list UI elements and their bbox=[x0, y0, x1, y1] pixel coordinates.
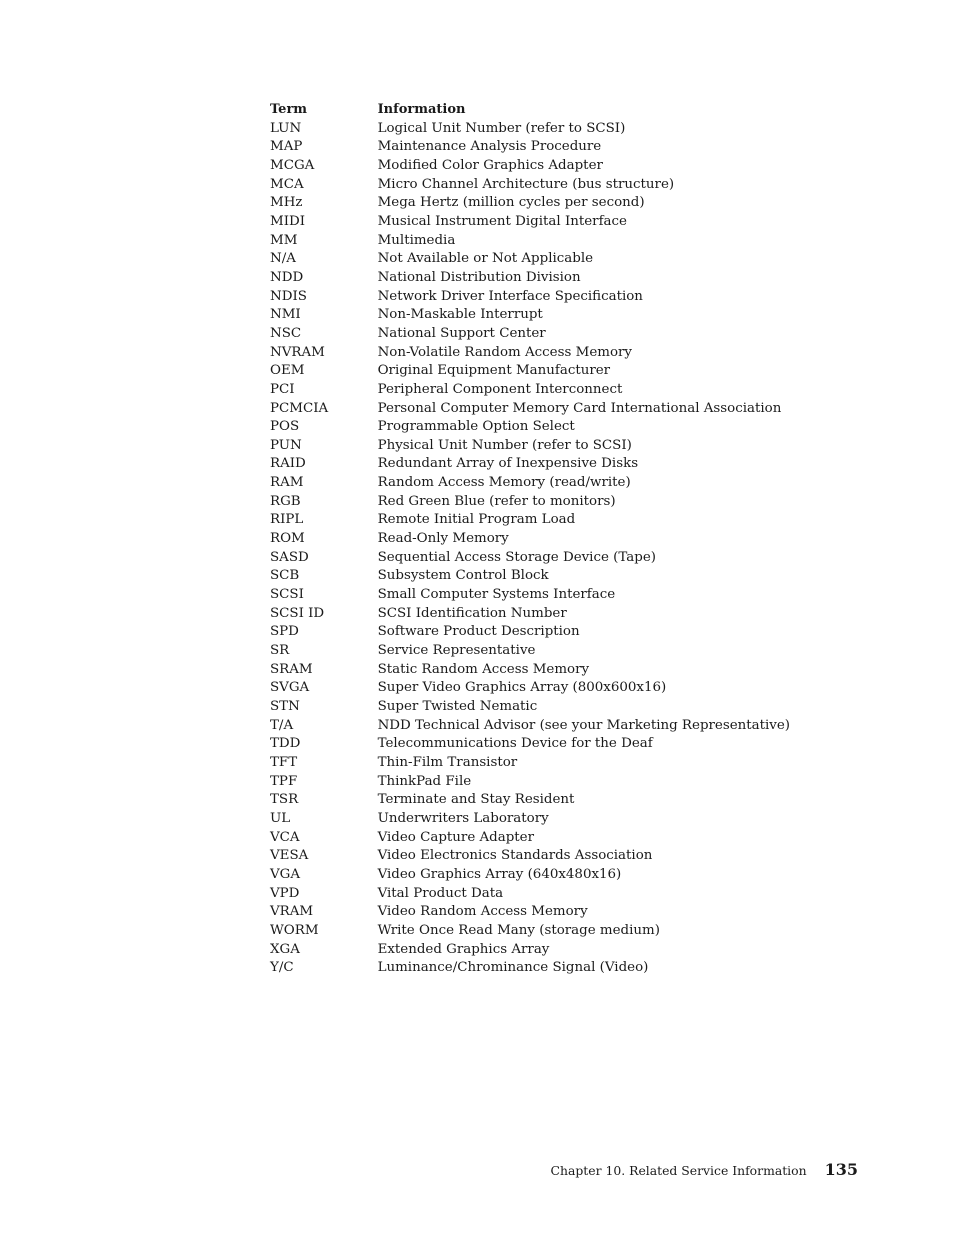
term-cell: XGA bbox=[270, 941, 300, 957]
information-cell: Telecommunications Device for the Deaf bbox=[377, 736, 653, 752]
information-cell: Thin-Film Transistor bbox=[377, 754, 518, 770]
information-cell: Programmable Option Select bbox=[377, 419, 575, 435]
information-cell: Musical Instrument Digital Interface bbox=[377, 213, 627, 229]
term-cell: MAP bbox=[270, 139, 303, 155]
information-cell: Not Available or Not Applicable bbox=[377, 251, 594, 267]
information-cell: Video Capture Adapter bbox=[377, 829, 535, 845]
table-row bbox=[270, 176, 790, 195]
table-row bbox=[270, 400, 790, 419]
table-row bbox=[270, 661, 790, 680]
table-row bbox=[270, 250, 790, 269]
information-cell: Micro Channel Architecture (bus structure) bbox=[377, 176, 675, 192]
table-row bbox=[270, 567, 790, 586]
table-row bbox=[270, 344, 790, 363]
term-cell: PCI bbox=[270, 381, 295, 397]
term-cell: MCA bbox=[270, 176, 304, 192]
information-cell: Extended Graphics Array bbox=[377, 941, 550, 957]
information-cell: Small Computer Systems Interface bbox=[377, 587, 616, 603]
table-row bbox=[270, 325, 790, 344]
term-cell: MIDI bbox=[270, 213, 306, 229]
table-row bbox=[270, 288, 790, 307]
term-cell: SR bbox=[270, 643, 290, 659]
term-cell: Y/C bbox=[270, 960, 294, 976]
information-cell: Super Video Graphics Array (800x600x16) bbox=[377, 680, 667, 696]
term-cell: TPF bbox=[270, 773, 298, 789]
term-cell: VRAM bbox=[270, 904, 314, 920]
information-cell: Non-Volatile Random Access Memory bbox=[377, 344, 632, 360]
term-cell: TFT bbox=[270, 754, 298, 770]
table-row bbox=[270, 866, 790, 885]
table-row bbox=[270, 194, 790, 213]
table-row bbox=[270, 735, 790, 754]
term-cell: ROM bbox=[270, 531, 305, 547]
table-row bbox=[270, 847, 790, 866]
page-footer bbox=[551, 1160, 858, 1184]
information-cell: Logical Unit Number (refer to SCSI) bbox=[377, 120, 626, 136]
table-row bbox=[270, 455, 790, 474]
information-cell: Read-Only Memory bbox=[377, 531, 509, 547]
table-row bbox=[270, 493, 790, 512]
term-cell: SCSI bbox=[270, 587, 304, 603]
term-cell: NDD bbox=[270, 269, 304, 285]
term-cell: VCA bbox=[270, 829, 300, 845]
information-cell: Video Electronics Standards Association bbox=[377, 848, 653, 864]
table-row bbox=[270, 885, 790, 904]
information-cell: Remote Initial Program Load bbox=[377, 512, 576, 528]
information-cell: Sequential Access Storage Device (Tape) bbox=[377, 549, 656, 565]
term-cell: PUN bbox=[270, 437, 302, 453]
information-cell: Subsystem Control Block bbox=[377, 568, 549, 584]
table-row bbox=[270, 698, 790, 717]
table-row bbox=[270, 642, 790, 661]
table-row bbox=[270, 306, 790, 325]
term-cell: PCMCIA bbox=[270, 400, 329, 416]
information-cell: National Support Center bbox=[377, 325, 546, 341]
term-cell: SPD bbox=[270, 624, 299, 640]
column-header-term: Term bbox=[270, 102, 308, 117]
information-cell: Terminate and Stay Resident bbox=[377, 792, 575, 808]
table-row bbox=[270, 511, 790, 530]
term-cell: NSC bbox=[270, 325, 302, 341]
table-row bbox=[270, 213, 790, 232]
term-cell: SCB bbox=[270, 568, 300, 584]
term-cell: VGA bbox=[270, 866, 301, 882]
term-cell: MHz bbox=[270, 195, 303, 211]
information-cell: Network Driver Interface Specification bbox=[377, 288, 643, 304]
table-row bbox=[270, 381, 790, 400]
table-row bbox=[270, 269, 790, 288]
term-cell: RAM bbox=[270, 475, 304, 491]
information-cell: Multimedia bbox=[377, 232, 456, 248]
term-cell: T/A bbox=[270, 717, 294, 733]
table-row bbox=[270, 437, 790, 456]
table-header-row bbox=[270, 101, 790, 120]
information-cell: Write Once Read Many (storage medium) bbox=[377, 922, 660, 938]
term-cell: RIPL bbox=[270, 512, 304, 528]
term-cell: VPD bbox=[270, 885, 300, 901]
term-cell: SCSI ID bbox=[270, 605, 325, 621]
table-row bbox=[270, 362, 790, 381]
term-cell: NVRAM bbox=[270, 344, 325, 360]
information-cell: Original Equipment Manufacturer bbox=[377, 363, 611, 379]
term-cell: VESA bbox=[270, 848, 309, 864]
table-row bbox=[270, 157, 790, 176]
term-cell: POS bbox=[270, 419, 300, 435]
information-cell: Static Random Access Memory bbox=[377, 661, 590, 677]
table-row bbox=[270, 418, 790, 437]
information-cell: SCSI Identification Number bbox=[377, 605, 567, 621]
information-cell: Maintenance Analysis Procedure bbox=[377, 139, 602, 155]
table-row bbox=[270, 941, 790, 960]
term-cell: UL bbox=[270, 810, 291, 826]
table-row bbox=[270, 138, 790, 157]
table-row bbox=[270, 717, 790, 736]
table-row bbox=[270, 679, 790, 698]
information-cell: Mega Hertz (million cycles per second) bbox=[377, 195, 645, 211]
term-cell: SRAM bbox=[270, 661, 313, 677]
information-cell: Luminance/Chrominance Signal (Video) bbox=[377, 960, 649, 976]
information-cell: NDD Technical Advisor (see your Marketing Representative) bbox=[377, 717, 790, 733]
term-cell: SASD bbox=[270, 549, 309, 565]
table-row bbox=[270, 754, 790, 773]
information-cell: Non-Maskable Interrupt bbox=[377, 307, 543, 323]
term-cell: NMI bbox=[270, 307, 301, 323]
term-cell: LUN bbox=[270, 120, 302, 136]
information-cell: Super Twisted Nematic bbox=[377, 699, 538, 714]
table-row bbox=[270, 586, 790, 605]
table-row bbox=[270, 773, 790, 792]
term-cell: SVGA bbox=[270, 680, 310, 696]
table-row bbox=[270, 791, 790, 810]
term-cell: MCGA bbox=[270, 157, 315, 173]
table-row bbox=[270, 605, 790, 624]
term-cell: RGB bbox=[270, 493, 301, 509]
table-row bbox=[270, 829, 790, 848]
information-cell: Random Access Memory (read/write) bbox=[377, 475, 631, 491]
information-cell: Video Graphics Array (640x480x16) bbox=[377, 866, 622, 882]
table-row bbox=[270, 959, 790, 978]
information-cell: National Distribution Division bbox=[377, 269, 581, 285]
information-cell: ThinkPad File bbox=[377, 773, 472, 789]
table-row bbox=[270, 549, 790, 568]
term-cell: TSR bbox=[270, 792, 299, 808]
term-cell: OEM bbox=[270, 363, 305, 379]
information-cell: Redundant Array of Inexpensive Disks bbox=[377, 456, 639, 472]
term-cell: NDIS bbox=[270, 288, 307, 304]
information-cell: Red Green Blue (refer to monitors) bbox=[377, 493, 616, 509]
term-cell: WORM bbox=[270, 922, 319, 938]
term-cell: RAID bbox=[270, 456, 306, 472]
table-row bbox=[270, 232, 790, 251]
table-row bbox=[270, 120, 790, 139]
information-cell: Underwriters Laboratory bbox=[377, 810, 549, 826]
table-row bbox=[270, 903, 790, 922]
glossary-body bbox=[270, 120, 790, 978]
term-cell: STN bbox=[270, 699, 300, 714]
term-cell: MM bbox=[270, 232, 298, 248]
term-cell: N/A bbox=[270, 251, 296, 267]
information-cell: Modified Color Graphics Adapter bbox=[377, 157, 603, 173]
information-cell: Software Product Description bbox=[377, 624, 580, 640]
information-cell: Vital Product Data bbox=[377, 885, 504, 901]
table-row bbox=[270, 474, 790, 493]
information-cell: Video Random Access Memory bbox=[377, 904, 588, 920]
glossary-table bbox=[270, 101, 790, 978]
table-row bbox=[270, 623, 790, 642]
information-cell: Peripheral Component Interconnect bbox=[377, 381, 623, 397]
term-cell: TDD bbox=[270, 736, 301, 752]
column-header-information: Information bbox=[377, 102, 466, 117]
information-cell: Physical Unit Number (refer to SCSI) bbox=[377, 437, 632, 453]
information-cell: Service Representative bbox=[377, 643, 536, 659]
chapter-title: Chapter 10. Related Service Information bbox=[550, 1163, 807, 1178]
table-row bbox=[270, 530, 790, 549]
table-row bbox=[270, 810, 790, 829]
information-cell: Personal Computer Memory Card International Association bbox=[377, 400, 782, 416]
table-row bbox=[270, 922, 790, 941]
page-number: 135 bbox=[824, 1160, 858, 1179]
